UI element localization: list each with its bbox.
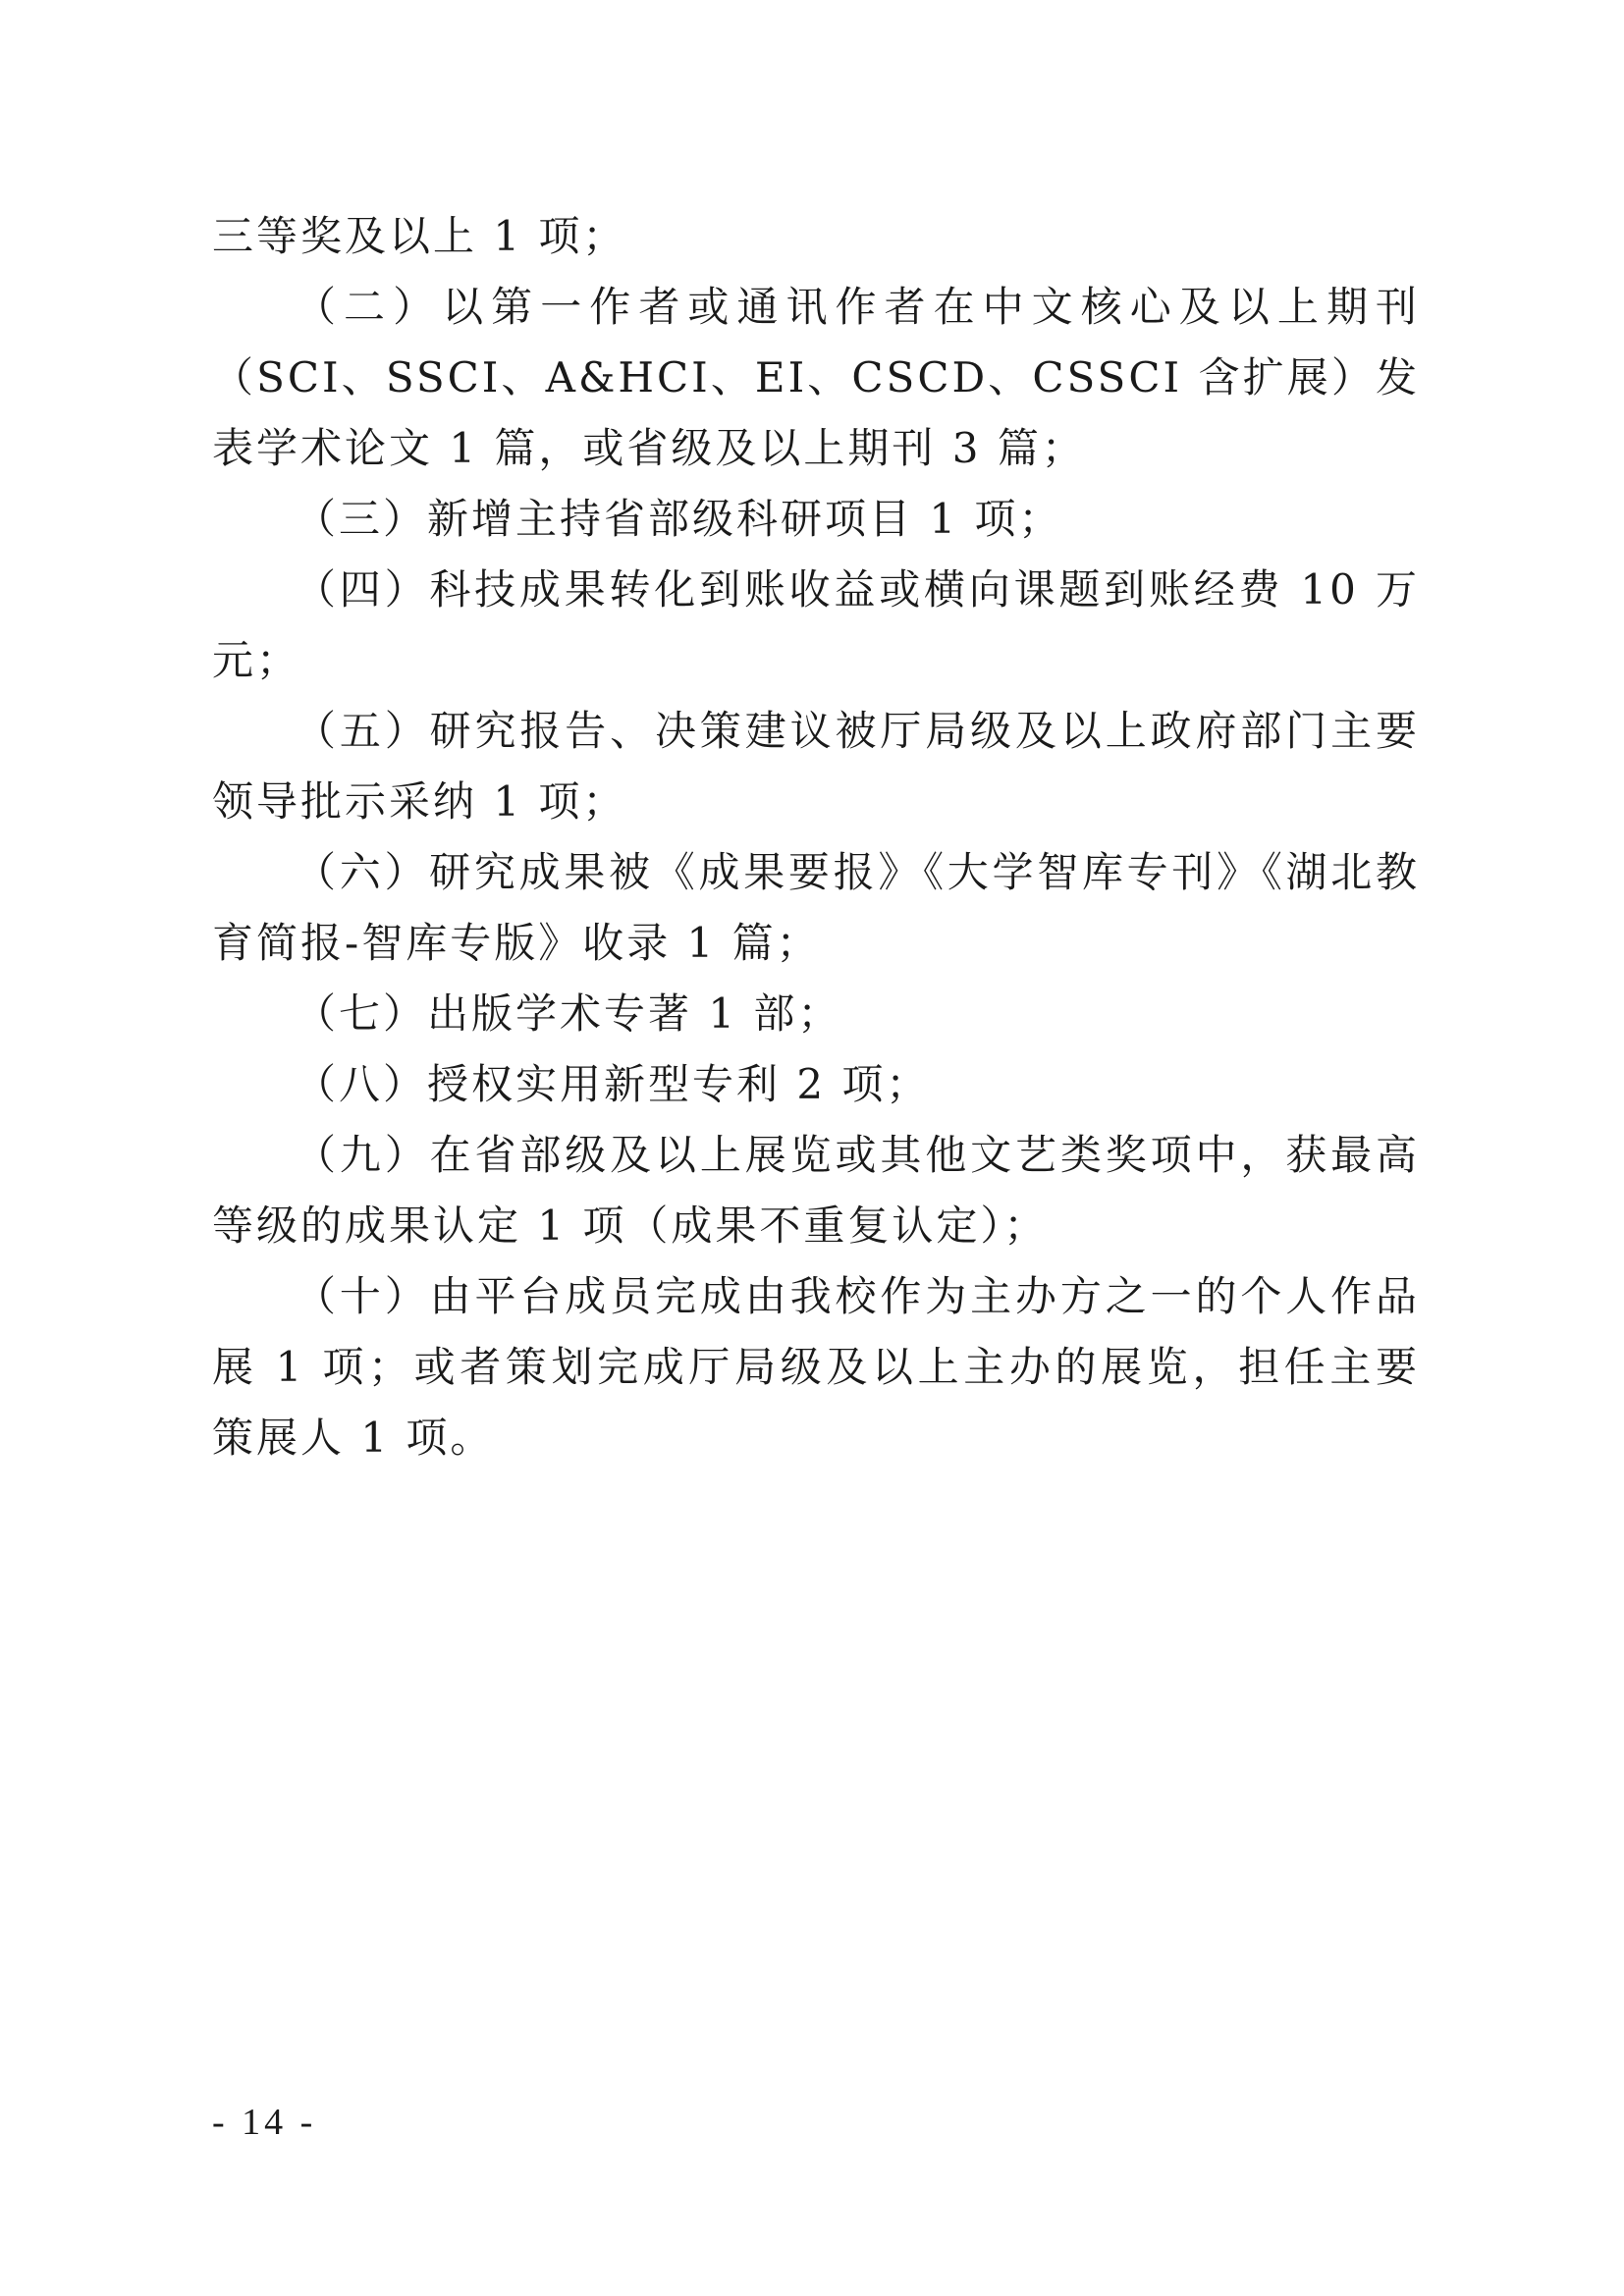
- paragraph-9: （九）在省部级及以上展览或其他文艺类奖项中，获最高等级的成果认定 1 项（成果不重复认定）；: [212, 1131, 1420, 1250]
- paragraph-3: （三）新增主持省部级科研项目 1 项；: [295, 495, 1063, 543]
- paragraph-1: 三等奖及以上 1 项；: [212, 212, 627, 260]
- paragraph-8: （八）授权实用新型专利 2 项；: [295, 1060, 931, 1108]
- paragraph-7: （七）出版学术专著 1 部；: [295, 989, 842, 1038]
- paragraph-5: （五）研究报告、决策建议被厅局级及以上政府部门主要领导批示采纳 1 项；: [212, 707, 1420, 826]
- paragraph-4: （四）科技成果转化到账收益或横向课题到账经费 10 万元；: [212, 565, 1420, 684]
- paragraph-6: （六）研究成果被《成果要报》《大学智库专刊》《湖北教育简报-智库专版》收录 1 篇；: [212, 848, 1420, 967]
- document-body: [212, 201, 1420, 1473]
- page-number: - 14 -: [212, 2102, 317, 2143]
- paragraph-10: （十）由平台成员完成由我校作为主办方之一的个人作品展 1 项；或者策划完成厅局级及以上主办的展览，担任主要策展人 1 项。: [212, 1272, 1420, 1462]
- paragraph-2: （二）以第一作者或通讯作者在中文核心及以上期刊（SCI、SSCI、A&HCI、EI、CSCD、CSSCI 含扩展）发表学术论文 1 篇，或省级及以上期刊 3 篇；: [212, 283, 1420, 472]
